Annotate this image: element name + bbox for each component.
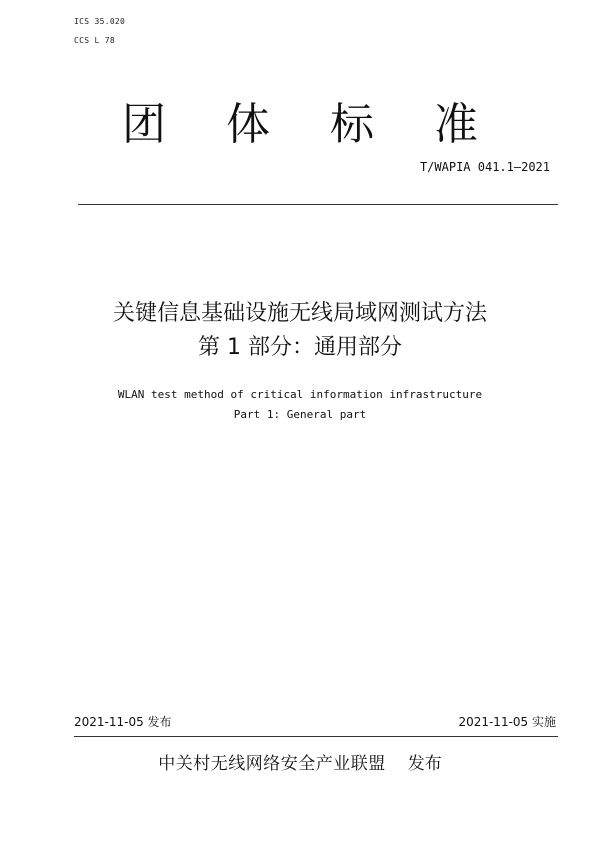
chinese-title-line-2: 第 1 部分：通用部分 — [198, 335, 402, 360]
header-divider — [78, 204, 558, 205]
chinese-title-line-1: 关键信息基础设施无线局域网测试方法 — [112, 301, 487, 326]
document-type-heading: 团体标准 — [122, 99, 538, 150]
english-title-line-2: Part 1: General part — [233, 408, 367, 421]
issuer-action: 发布 — [407, 754, 442, 774]
standard-number: T/WAPIA 041.1—2021 — [419, 160, 550, 174]
issuer-line — [0, 749, 600, 774]
implementation-date: 2021-11-05 实施 — [458, 715, 556, 729]
ics-code: ICS 35.020 — [74, 17, 126, 26]
ccs-code: CCS L 78 — [74, 36, 115, 45]
footer-divider — [74, 736, 558, 737]
issuer-organization: 中关村无线网络安全产业联盟 — [158, 754, 386, 774]
publish-date: 2021-11-05 发布 — [74, 715, 172, 729]
english-title-line-1: WLAN test method of critical information infrastructure — [117, 388, 483, 401]
